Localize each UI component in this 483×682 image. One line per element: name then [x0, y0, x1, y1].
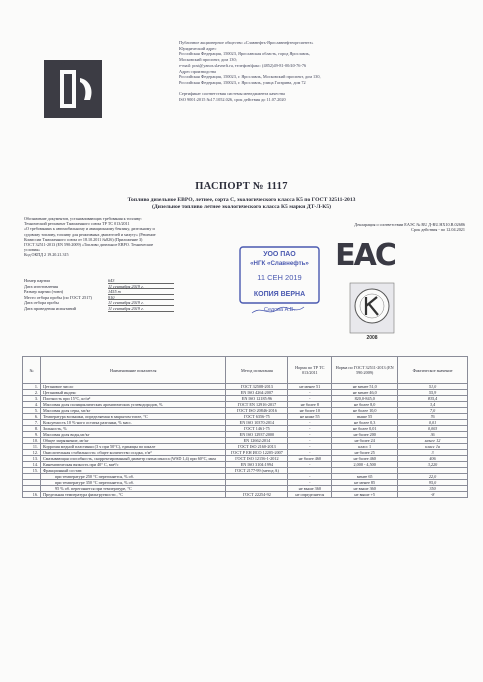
- row-number: 14.: [23, 462, 41, 468]
- stamp-copy: КОПИЯ ВЕРНА: [253, 291, 306, 298]
- row-method: ГОСТ EN 12916-2017: [226, 402, 288, 408]
- row-norm-tr: не более 460: [288, 456, 332, 462]
- stamp-date: 11 СЕН 2019: [257, 273, 302, 282]
- doc-line: Код ОКПД 2 19.20.21.315: [24, 252, 69, 258]
- row-number: 7.: [23, 420, 41, 426]
- info-value: 1455 т: [108, 289, 174, 295]
- row-norm-tr: не ниже 55: [288, 414, 332, 420]
- row-norm-gost: не более 24: [332, 438, 398, 444]
- col-header-norm-tr: Норма по ТР ТС 013/2011: [288, 357, 332, 384]
- row-method: EN 12662:2014: [226, 438, 288, 444]
- row-indicator: Предельная температура фильтруемости , °С: [40, 492, 226, 498]
- table-body: [23, 384, 468, 498]
- row-indicator: Кинематическая вязкость при 40° С, мм²/с: [40, 462, 226, 468]
- row-norm-gost: не менее 46,0: [332, 390, 398, 396]
- row-norm-gost: класс 1: [332, 444, 398, 450]
- row-norm-gost: не более 10,0: [332, 408, 398, 414]
- row-actual: 3,4: [398, 402, 468, 408]
- row-norm-tr: -: [288, 462, 332, 468]
- doc-line: условия»: [24, 247, 41, 253]
- table-row: [23, 492, 468, 498]
- row-norm-gost: не более 460: [332, 456, 398, 462]
- copy-verified-stamp-icon: [238, 245, 321, 321]
- subtitle-line-2: (Дизельное топливо летнее экологического класса К5 марки ДТ-Л-К5): [152, 204, 331, 211]
- row-indicator: Цетановый индекс: [40, 390, 226, 396]
- row-actual: 95,0: [398, 480, 468, 486]
- stamp-signer: Седова А.В.: [263, 307, 296, 313]
- declaration-validity: Срок действия - по 12.04.2021: [411, 227, 465, 233]
- company-header: [179, 40, 459, 103]
- header-line: e-mail: post@yanos.slavneft.ru, телефон/факс: (4852)49-81-00/40-76-76: [179, 62, 307, 68]
- row-method: ГОСТ 22254-92: [226, 492, 288, 498]
- header-line: ISO 9001:2015 №17.1052.026, срок действия до 11.07.2020: [179, 97, 286, 103]
- info-value: 910: [108, 295, 174, 301]
- row-method: EN ISO 10370:2014: [226, 420, 288, 426]
- row-norm-gost: не выше 360: [332, 486, 398, 492]
- row-number: 6.: [23, 414, 41, 420]
- row-indicator: Плотность при 15°С, кг/м³: [40, 396, 226, 402]
- row-indicator: Массовая доля воды,мг/кг: [40, 432, 226, 438]
- doc-line: Комиссии Таможенного союза от 18.10.2011 №826) (Приложение 3): [24, 236, 143, 242]
- row-number: 16.: [23, 492, 41, 498]
- eac-mark-icon: [335, 235, 395, 273]
- info-value: 11 сентября 2019 г.: [108, 284, 174, 290]
- info-key: Дата проведения испытаний: [24, 305, 76, 311]
- stamp-org: УОО ПАО: [263, 251, 296, 258]
- row-norm-tr: -: [288, 438, 332, 444]
- info-value: 643: [108, 278, 174, 284]
- row-norm-gost: не более 8,0: [332, 402, 398, 408]
- row-norm-gost: не более 200: [332, 432, 398, 438]
- header-line: Адрес производства: [179, 68, 216, 74]
- row-number: 12.: [23, 450, 41, 456]
- row-method: ГОСТ 32508-2013: [226, 384, 288, 390]
- row-norm-tr: -: [288, 480, 332, 486]
- row-norm-tr: не менее 51: [288, 384, 332, 390]
- row-norm-tr: -: [288, 444, 332, 450]
- info-key: Номер партии: [24, 278, 50, 283]
- header-line: Публичное акционерное общество «Славнефть-Ярославнефтеоргсинтез»: [179, 40, 314, 45]
- row-indicator: Массовая доля полициклических ароматических углеводородов, %: [40, 402, 226, 408]
- row-number: 13.: [23, 456, 41, 462]
- header-line: Российская Федерация, 150023, г. Ярославль, улица Гагарина, дом 72: [179, 79, 306, 85]
- test-results-table: [22, 356, 468, 498]
- doc-line: ГОСТ 32511-2013 (EN 590:2009) «Топливо дизельное ЕВРО. Технические: [24, 242, 154, 248]
- row-method: EN ISO 4264:2007: [226, 390, 288, 396]
- row-norm-tr: не более 10: [288, 408, 332, 414]
- row-method: ГОСТ 1461-75: [226, 426, 288, 432]
- doc-line: «О требованиях к автомобильному и авиационному бензину, дизельному и: [24, 226, 155, 232]
- row-actual: 3,220: [398, 462, 468, 468]
- passport-title: ПАСПОРТ № 1117: [195, 181, 288, 192]
- declaration: [250, 222, 465, 232]
- row-number: 9.: [23, 432, 41, 438]
- row-indicator: Окислительная стабильность: общее количество осадка, г/м³: [40, 450, 226, 456]
- row-norm-tr: -: [288, 420, 332, 426]
- info-key: Размер партии (тонн): [24, 289, 64, 295]
- row-number: 11.: [23, 444, 41, 450]
- row-indicator: Зольность, %: [40, 426, 226, 432]
- stamp-company: «НГК «Славнефть»: [250, 260, 309, 267]
- row-number: 15.: [23, 468, 41, 474]
- row-actual: 51,0: [398, 384, 468, 390]
- row-norm-tr: не выше 360: [288, 486, 332, 492]
- doc-line: Обозначение документов, устанавливающих требования к топливу:: [24, 216, 142, 221]
- row-norm-gost: не менее 85: [332, 480, 398, 486]
- row-number: 5.: [23, 408, 41, 414]
- row-indicator: Цетановое число: [40, 384, 226, 390]
- cert-year: 2008: [366, 335, 378, 341]
- header-line: Московский проспект, дом 130;: [179, 57, 237, 63]
- row-number: 4.: [23, 402, 41, 408]
- col-header-method: Метод испытания: [226, 357, 288, 384]
- row-number: 8.: [23, 426, 41, 432]
- info-value: 11 сентября 2019 г.: [108, 306, 174, 312]
- row-norm-tr: не определяется: [288, 492, 332, 498]
- col-header-name: Наименование показателя: [40, 357, 226, 384]
- eac-text: ЕАС: [335, 238, 395, 273]
- row-norm-gost: не более 0,3: [332, 420, 398, 426]
- row-norm-gost: не менее 51,0: [332, 384, 398, 390]
- row-norm-tr: -: [288, 474, 332, 480]
- row-norm-gost: не более 0,01: [332, 426, 398, 432]
- quality-certificate-icon: [349, 282, 395, 340]
- row-norm-tr: -: [288, 432, 332, 438]
- row-method: ГОСТ Р ЕН ИСО 12205-2007: [226, 450, 288, 456]
- row-actual: 835,4: [398, 396, 468, 402]
- company-logo-icon: [42, 56, 104, 122]
- doc-line: судовому топливу, топливу для реактивных двигателей и мазуту» (Решение: [24, 231, 156, 237]
- info-key: Дата изготовления: [24, 283, 58, 289]
- col-header-num: №: [23, 357, 41, 384]
- row-actual: класс 1а: [398, 444, 468, 450]
- header-line: Юридический адрес: [179, 45, 217, 51]
- subtitle-line-1: Топливо дизельное ЕВРО, летнее, сорта С, экологического класса К5 по ГОСТ 32511-2013: [127, 197, 356, 203]
- row-indicator: Фракционный состав:: [40, 468, 226, 474]
- row-indicator: Смазывающая способность, скорректированный диаметр пятна износа (WSD 1,4) при 60°С, мкм: [40, 456, 226, 462]
- col-header-actual: Фактическое значение: [398, 357, 468, 384]
- row-norm-gost: не выше +5: [332, 492, 398, 498]
- row-actual: 22,0: [398, 474, 468, 480]
- row-norm-tr: не более 8: [288, 402, 332, 408]
- row-norm-tr: -: [288, 396, 332, 402]
- row-indicator: Коксуемость 10 %-ного остатка разгонки, % масс.: [40, 420, 226, 426]
- row-number: 2.: [23, 390, 41, 396]
- row-method: ГОСТ 6356-75: [226, 414, 288, 420]
- info-key: Место отбора пробы (по ГОСТ 2517): [24, 294, 92, 300]
- row-actual: 36: [398, 432, 468, 438]
- row-method: ГОСТ ISO 2160-2013: [226, 444, 288, 450]
- row-indicator: 95 % об. перегоняется при температуре, °С: [40, 486, 226, 492]
- row-indicator: при температуре 350 °С перегоняется, % об.: [40, 480, 226, 486]
- row-norm-tr: -: [288, 426, 332, 432]
- row-norm-gost: 820,0-845,0: [332, 396, 398, 402]
- regulatory-documents: [24, 216, 224, 258]
- row-actual: -8: [398, 492, 468, 498]
- row-norm-tr: -: [288, 390, 332, 396]
- row-method: EN ISO 12185:96: [226, 396, 288, 402]
- row-actual: 0,003: [398, 426, 468, 432]
- row-actual: 76: [398, 414, 468, 420]
- info-row: [24, 306, 224, 312]
- row-method: ГОСТ ISO 20846-2016: [226, 408, 288, 414]
- header-line: Российская Федерация, 150023, г. Ярославль, Московский проспект, дом 130,: [179, 74, 321, 80]
- row-actual: 350: [398, 486, 468, 492]
- row-method: ГОСТ 2177-99 (метод А): [226, 468, 288, 474]
- batch-info: [24, 278, 224, 312]
- row-indicator: Температура вспышки, определяемая в закрытом тигле, °С: [40, 414, 226, 420]
- row-actual: 3: [398, 450, 468, 456]
- passport-subtitle: [40, 197, 443, 211]
- row-norm-gost: менее 65: [332, 474, 398, 480]
- table-header-row: [23, 357, 468, 384]
- row-norm-gost: выше 55: [332, 414, 398, 420]
- row-actual: 406: [398, 456, 468, 462]
- row-norm-gost: 2,000 - 4,500: [332, 462, 398, 468]
- header-line: Сертификат соответствия системы менеджмента качества: [179, 91, 285, 97]
- row-indicator: при температуре 250 °С перегоняется, % об.: [40, 474, 226, 480]
- info-key: Дата отбора пробы: [24, 300, 59, 306]
- row-indicator: Общее загрязнение, мг/кг: [40, 438, 226, 444]
- row-norm-tr: -: [288, 450, 332, 456]
- row-actual: 7,0: [398, 408, 468, 414]
- row-method: EN ISO 12937:2000: [226, 432, 288, 438]
- row-number: 3.: [23, 396, 41, 402]
- row-norm-gost: не более 25: [332, 450, 398, 456]
- row-method: ГОСТ ISO 12156-1-2012: [226, 456, 288, 462]
- row-actual: 55,9: [398, 390, 468, 396]
- row-actual: 0,01: [398, 420, 468, 426]
- info-value: 11 сентября 2019 г.: [108, 300, 174, 306]
- row-method: EN ISO 3104:1994: [226, 462, 288, 468]
- col-header-norm-gost: Норма по ГОСТ 32511-2013 (EN 590:2009): [332, 357, 398, 384]
- declaration-number: Декларация о соответствии ЕАЭС № RU Д-RU.HX10.В.02686: [354, 222, 465, 227]
- row-indicator: Массовая доля серы, мг/кг: [40, 408, 226, 414]
- row-number: 10.: [23, 438, 41, 444]
- row-actual: менее 12: [398, 438, 468, 444]
- doc-line: Технический регламент Таможенного союза ТР ТС 013/2011: [24, 221, 130, 227]
- row-indicator: Коррозия медной пластинки (3 ч при 50°С), единицы по шкале: [40, 444, 226, 450]
- row-number: 1.: [23, 384, 41, 390]
- header-line: Российская Федерация, 150023, Ярославская область, город Ярославль,: [179, 51, 310, 57]
